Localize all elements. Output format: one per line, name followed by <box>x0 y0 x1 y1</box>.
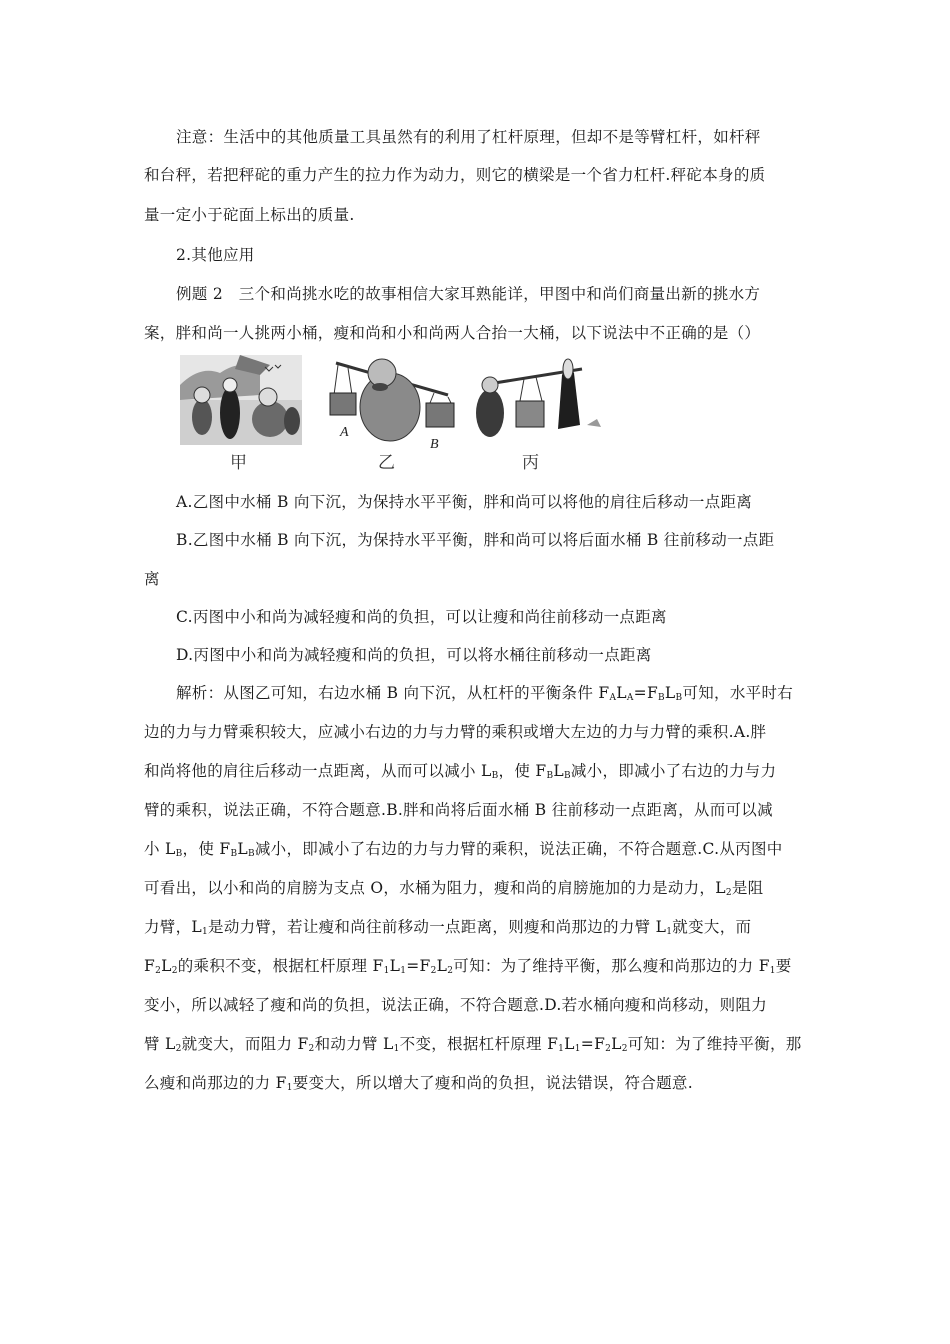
option-b-line-1: B.乙图中水桶 B 向下沉，为保持水平平衡，胖和尚可以将后面水桶 B 往前移动一点距 <box>176 531 775 549</box>
example-line-2: 案，胖和尚一人挑两小桶，瘦和尚和小和尚两人合抬一大桶，以下说法中不正确的是（） <box>144 324 761 342</box>
option-b-line-2: 离 <box>144 570 160 588</box>
analysis-line-11: 么瘦和尚那边的力 $F_1$要变大，所以增大了瘦和尚的负担，说法错误，符合题意. <box>144 1074 693 1093</box>
analysis-line-8: $F_2L_2$的乘积不变，根据杠杆原理 $F_1L_1=F_2L_2$可知：为了维持平衡，那么瘦和尚那边的力 $F_1$要 <box>144 957 792 976</box>
section-title: 2.其他应用 <box>176 246 255 264</box>
analysis-line-6: 可看出，以小和尚的肩膀为支点 O，水桶为阻力，瘦和尚的肩膀施加的力是动力，$L_2$是阻 <box>144 879 764 898</box>
analysis-line-1: 解析：从图乙可知，右边水桶 B 向下沉，从杠杆的平衡条件 $F_AL_A=F_BL_B$可知，水平时右 <box>176 684 794 703</box>
label-bucket-a: A <box>340 425 349 440</box>
example-line-1: 例题 2 三个和尚挑水吃的故事相信大家耳熟能详，甲图中和尚们商量出新的挑水方 <box>176 285 761 303</box>
caption-bing: 丙 <box>522 453 539 473</box>
analysis-line-7: 力臂，$L_1$是动力臂，若让瘦和尚往前移动一点距离，则瘦和尚那边的力臂 $L_1$就变大，而 <box>144 918 752 937</box>
analysis-line-4: 臂的乘积，说法正确，不符合题意.B.胖和尚将后面水桶 B 往前移动一点距离，从而可以减 <box>144 801 773 819</box>
analysis-line-10: 臂 $L_2$就变大，而阻力 $F_2$和动力臂 $L_1$不变，根据杠杆原理 $F_1L_1=F_2L_2$可知：为了维持平衡，那 <box>144 1035 802 1054</box>
analysis-line-3: 和尚将他的肩往后移动一点距离，从而可以减小 $L_B$，使 $F_BL_B$减小，即减小了右边的力与力 <box>144 762 777 781</box>
analysis-line-2: 边的力与力臂乘积较大，应减小右边的力与力臂的乘积或增大左边的力与力臂的乘积.A.胖 <box>144 723 767 741</box>
figure-jia-illustration <box>180 355 302 445</box>
note-line-2: 和台秤，若把秤砣的重力产生的拉力作为动力，则它的横梁是一个省力杠杆.秤砣本身的质 <box>144 166 766 184</box>
option-d: D.丙图中小和尚为减轻瘦和尚的负担，可以将水桶往前移动一点距离 <box>176 646 652 664</box>
note-line-1: 注意：生活中的其他质量工具虽然有的利用了杠杆原理，但却不是等臂杠杆，如杆秤 <box>176 128 761 146</box>
note-line-3: 量一定小于砣面上标出的质量. <box>144 206 355 224</box>
option-a: A.乙图中水桶 B 向下沉，为保持水平平衡，胖和尚可以将他的肩往后移动一点距离 <box>176 493 753 511</box>
analysis-line-9: 变小，所以减轻了瘦和尚的负担，说法正确，不符合题意.D.若水桶向瘦和尚移动，则阻力 <box>144 996 768 1014</box>
caption-yi: 乙 <box>378 453 395 473</box>
caption-jia: 甲 <box>230 453 247 473</box>
analysis-line-5: 小 $L_B$，使 $F_BL_B$减小，即减小了右边的力与力臂的乘积，说法正确，不符合题意.C.从丙图中 <box>144 840 783 859</box>
option-c: C.丙图中小和尚为减轻瘦和尚的负担，可以让瘦和尚往前移动一点距离 <box>176 608 667 626</box>
figure-bing-illustration <box>462 355 610 445</box>
label-bucket-b: B <box>430 437 439 452</box>
